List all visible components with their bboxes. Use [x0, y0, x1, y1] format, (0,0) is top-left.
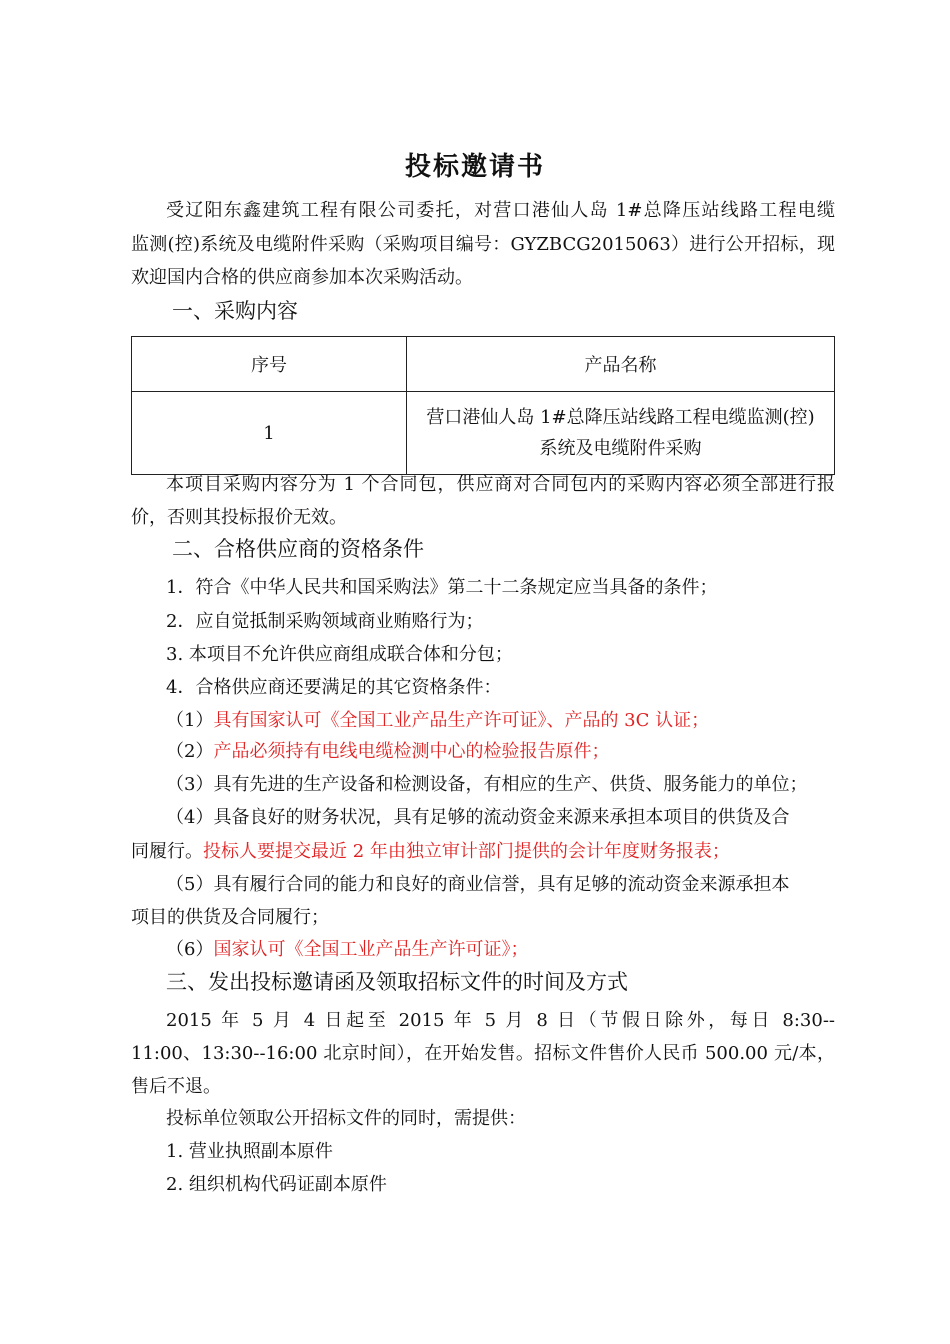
sub-condition-4-line-1: （4）具备良好的财务状况，具有足够的流动资金来源来承担本项目的供货及合	[166, 807, 790, 828]
document-title: 投标邀请书	[404, 152, 545, 182]
sale-time-line-1: 2015 年 5 月 4 日起至 2015 年 5 月 8 日（节假日除外，每日 8:30--	[166, 1010, 835, 1031]
sub-condition-prefix: （2）	[166, 741, 214, 762]
sub-condition-6	[166, 939, 528, 961]
table-header-cell: 产品名称	[407, 337, 835, 392]
package-note-line-1: 本项目采购内容分为 1 个合同包，供应商对合同包内的采购内容必须全部进行报	[166, 474, 835, 495]
qualification-item: 4．合格供应商还要满足的其它资格条件：	[166, 677, 502, 698]
provide-intro: 投标单位领取公开招标文件的同时，需提供：	[166, 1108, 526, 1129]
table-cell-number: 1	[132, 392, 407, 475]
sub-condition-2	[166, 741, 609, 763]
product-name-line-2: 系统及电缆附件采购	[539, 438, 702, 459]
section-heading-qualifications: 二、合格供应商的资格条件	[172, 537, 424, 561]
table-cell-product	[407, 392, 835, 475]
qualification-item: 2．应自觉抵制采购领域商业贿赂行为；	[166, 611, 484, 632]
sub-condition-highlight: 投标人要提交最近 2 年由独立审计部门提供的会计年度财务报表；	[203, 841, 730, 862]
provide-item: 2. 组织机构代码证副本原件	[166, 1174, 387, 1195]
intro-line-2: 监测(控)系统及电缆附件采购（采购项目编号：GYZBCG2015063）进行公开招标，现	[131, 234, 835, 255]
sub-condition-5-line-2: 项目的供货及合同履行；	[131, 907, 329, 928]
sub-condition-highlight: 国家认可《全国工业产品生产许可证》；	[213, 939, 529, 960]
sub-condition-4-line-2	[131, 841, 730, 863]
section-heading-procurement: 一、采购内容	[172, 299, 298, 323]
sub-condition-5-line-1: （5）具有履行合同的能力和良好的商业信誉，具有足够的流动资金来源承担本	[166, 874, 790, 895]
product-name-line-1: 营口港仙人岛 1#总降压站线路工程电缆监测(控)	[426, 407, 815, 428]
sale-time-line-3: 售后不退。	[131, 1076, 221, 1097]
qualification-item: 3. 本项目不允许供应商组成联合体和分包；	[166, 644, 513, 665]
sub-condition-text: 同履行。	[131, 841, 203, 862]
table-header-cell: 序号	[132, 337, 407, 392]
sub-condition-1	[166, 710, 709, 732]
table-header-row	[132, 337, 835, 392]
sub-condition-highlight: 产品必须持有电线电缆检测中心的检验报告原件；	[213, 741, 610, 762]
sub-condition-prefix: （6）	[166, 939, 214, 960]
package-note-line-2: 价，否则其投标报价无效。	[131, 507, 347, 528]
sub-condition-highlight: 具有国家认可《全国工业产品生产许可证》、产品的 3C 认证；	[213, 710, 710, 731]
table-row	[132, 392, 835, 475]
procurement-table	[131, 336, 835, 475]
sub-condition-3: （3）具有先进的生产设备和检测设备，有相应的生产、供货、服务能力的单位；	[166, 774, 808, 795]
intro-line-3: 欢迎国内合格的供应商参加本次采购活动。	[131, 267, 473, 288]
section-heading-timing: 三、发出投标邀请函及领取招标文件的时间及方式	[166, 970, 628, 994]
provide-item: 1. 营业执照副本原件	[166, 1141, 333, 1162]
sale-time-line-2: 11:00、13:30--16:00 北京时间），在开始发售。招标文件售价人民币 500.00 元/本，	[131, 1043, 835, 1064]
qualification-item: 1．符合《中华人民共和国采购法》第二十二条规定应当具备的条件；	[166, 577, 718, 598]
intro-line-1: 受辽阳东鑫建筑工程有限公司委托，对营口港仙人岛 1#总降压站线路工程电缆	[166, 200, 835, 221]
sub-condition-prefix: （1）	[166, 710, 214, 731]
